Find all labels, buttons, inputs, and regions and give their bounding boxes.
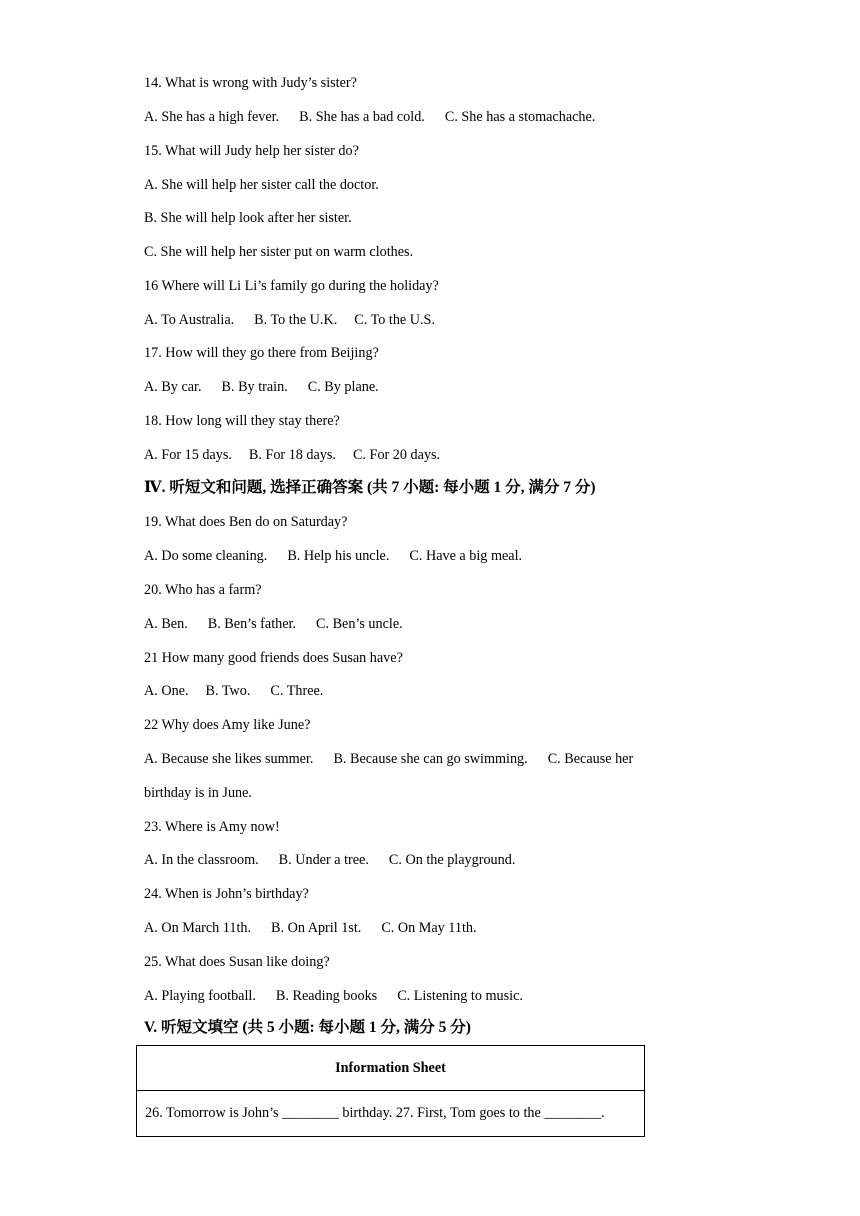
question-19: 19. What does Ben do on Saturday? bbox=[144, 514, 348, 530]
section-5-heading: V. 听短文填空 (共 5 小题: 每小题 1 分, 满分 5 分) bbox=[144, 1019, 471, 1036]
information-sheet-table bbox=[136, 1045, 645, 1137]
option-a: A. Because she likes summer. bbox=[144, 751, 314, 767]
option-c: C. For 20 days. bbox=[353, 447, 441, 463]
option-a: A. By car. bbox=[144, 379, 202, 395]
question-21: 21 How many good friends does Susan have? bbox=[144, 650, 403, 666]
option-c: C. Have a big meal. bbox=[409, 548, 523, 564]
options-22 bbox=[144, 750, 633, 768]
option-b: B. She will help look after her sister. bbox=[144, 210, 352, 226]
option-a: A. Playing football. bbox=[144, 988, 256, 1004]
question-17: 17. How will they go there from Beijing? bbox=[144, 345, 379, 361]
table-row: 26. Tomorrow is John’s ________ birthday. 27. First, Tom goes to the ________. bbox=[137, 1091, 645, 1137]
option-b: B. Help his uncle. bbox=[287, 548, 390, 564]
option-a: A. Ben. bbox=[144, 616, 188, 632]
option-b: B. For 18 days. bbox=[248, 447, 336, 463]
option-b: B. Two. bbox=[205, 683, 251, 699]
option-c: C. She will help her sister put on warm clothes. bbox=[144, 244, 414, 260]
question-23: 23. Where is Amy now! bbox=[144, 819, 280, 835]
options-24 bbox=[144, 919, 477, 937]
option-a: A. One. bbox=[144, 683, 189, 699]
option-c: C. On the playground. bbox=[388, 852, 516, 868]
option-a: A. She has a high fever. bbox=[144, 109, 280, 125]
table-title: Information Sheet bbox=[137, 1046, 645, 1091]
options-19 bbox=[144, 547, 522, 565]
options-20 bbox=[144, 615, 403, 633]
option-b: B. Ben’s father. bbox=[207, 616, 297, 632]
options-25 bbox=[144, 987, 523, 1005]
options-17 bbox=[144, 378, 379, 396]
option-a: A. On March 11th. bbox=[144, 920, 252, 936]
option-a: A. In the classroom. bbox=[144, 852, 259, 868]
option-c: C. On May 11th. bbox=[381, 920, 477, 936]
option-c: C. She has a stomachache. bbox=[444, 109, 596, 125]
option-c: C. By plane. bbox=[307, 379, 379, 395]
question-14: 14. What is wrong with Judy’s sister? bbox=[144, 75, 357, 91]
option-c: C. Ben’s uncle. bbox=[316, 616, 403, 632]
options-14 bbox=[144, 108, 595, 126]
option-a: A. Do some cleaning. bbox=[144, 548, 268, 564]
option-a: A. For 15 days. bbox=[144, 447, 232, 463]
option-b: B. To the U.K. bbox=[254, 312, 338, 328]
question-25: 25. What does Susan like doing? bbox=[144, 954, 330, 970]
option-b: B. By train. bbox=[221, 379, 288, 395]
option-b: B. Under a tree. bbox=[278, 852, 369, 868]
options-22-continuation: birthday is in June. bbox=[144, 785, 252, 801]
option-c: C. Because her bbox=[547, 751, 634, 767]
option-a: A. She will help her sister call the doctor. bbox=[144, 177, 379, 193]
option-b: B. She has a bad cold. bbox=[299, 109, 425, 125]
options-23 bbox=[144, 851, 515, 869]
options-16 bbox=[144, 311, 435, 329]
option-c: C. Three. bbox=[270, 683, 324, 699]
section-4-heading: Ⅳ. 听短文和问题, 选择正确答案 (共 7 小题: 每小题 1 分, 满分 7 分) bbox=[144, 479, 596, 496]
question-24: 24. When is John’s birthday? bbox=[144, 886, 309, 902]
option-c: C. To the U.S. bbox=[354, 312, 435, 328]
option-a: A. To Australia. bbox=[144, 312, 235, 328]
options-21 bbox=[144, 682, 323, 700]
question-22: 22 Why does Amy like June? bbox=[144, 717, 311, 733]
question-18: 18. How long will they stay there? bbox=[144, 413, 340, 429]
options-18 bbox=[144, 446, 440, 464]
option-b: B. Because she can go swimming. bbox=[333, 751, 528, 767]
question-16: 16 Where will Li Li’s family go during the holiday? bbox=[144, 278, 439, 294]
option-c: C. Listening to music. bbox=[397, 988, 523, 1004]
question-15: 15. What will Judy help her sister do? bbox=[144, 143, 359, 159]
question-20: 20. Who has a farm? bbox=[144, 582, 262, 598]
option-b: B. On April 1st. bbox=[271, 920, 362, 936]
option-b: B. Reading books bbox=[275, 988, 378, 1004]
